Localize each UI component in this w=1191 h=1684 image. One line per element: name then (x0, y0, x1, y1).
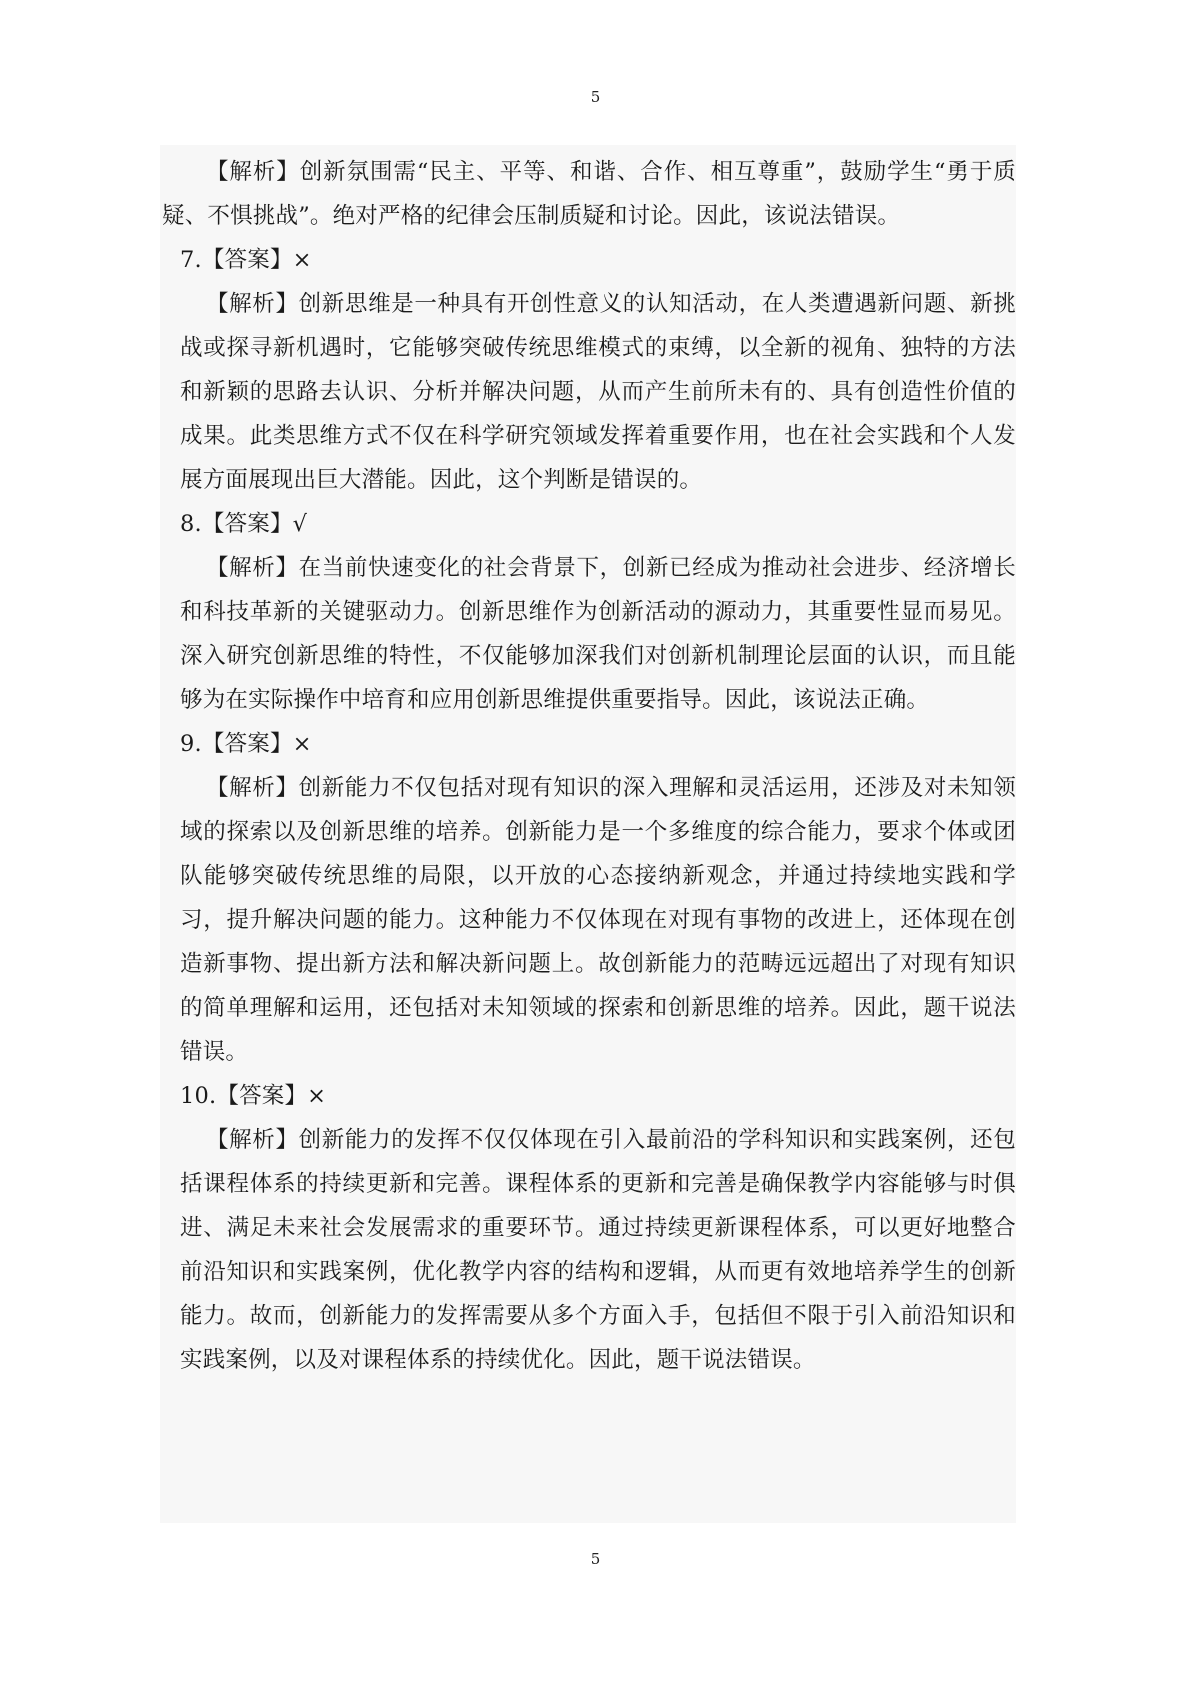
answer-line-7: 7.【答案】× (180, 247, 312, 273)
answer-line-9: 9.【答案】× (180, 731, 312, 757)
answer-line-8: 8.【答案】√ (180, 511, 308, 537)
analysis-paragraph-10: 【解析】创新能力的发挥不仅仅体现在引入最前沿的学科知识和实践案例，还包括课程体系的持续更新和完善。课程体系的更新和完善是确保教学内容能够与时俱进、满足未来社会发展需求的重要环节。通过持续更新课程体系，可以更好地整合前沿知识和实践案例，优化教学内容的结构和逻辑，从而更有效地培养学生的创新能力。故而，创新能力的发挥需要从多个方面入手，包括但不限于引入前沿知识和实践案例，以及对课程体系的持续优化。因此，题干说法错误。 (180, 1127, 1016, 1373)
analysis-paragraph-7: 【解析】创新思维是一种具有开创性意义的认知活动，在人类遭遇新问题、新挑战或探寻新机遇时，它能够突破传统思维模式的束缚，以全新的视角、独特的方法和新颖的思路去认识、分析并解决问题，从而产生前所未有的、具有创造性价值的成果。此类思维方式不仅在科学研究领域发挥着重要作用，也在社会实践和个人发展方面展现出巨大潜能。因此，这个判断是错误的。 (180, 291, 1016, 493)
answer-line-10: 10.【答案】× (180, 1083, 327, 1109)
page-number-top: 5 (590, 88, 601, 106)
answer-content (160, 150, 1016, 1382)
analysis-paragraph-9: 【解析】创新能力不仅包括对现有知识的深入理解和灵活运用，还涉及对未知领域的探索以及创新思维的培养。创新能力是一个多维度的综合能力，要求个体或团队能够突破传统思维的局限，以开放的心态接纳新观念，并通过持续地实践和学习，提升解决问题的能力。这种能力不仅体现在对现有事物的改进上，还体现在创造新事物、提出新方法和解决新问题上。故创新能力的范畴远远超出了对现有知识的简单理解和运用，还包括对未知领域的探索和创新思维的培养。因此，题干说法错误。 (180, 775, 1016, 1065)
analysis-paragraph-8: 【解析】在当前快速变化的社会背景下，创新已经成为推动社会进步、经济增长和科技革新的关键驱动力。创新思维作为创新活动的源动力，其重要性显而易见。深入研究创新思维的特性，不仅能够加深我们对创新机制理论层面的认识，而且能够为在实际操作中培育和应用创新思维提供重要指导。因此，该说法正确。 (180, 555, 1016, 713)
page-number-bottom: 5 (590, 1550, 601, 1568)
analysis-paragraph-6: 【解析】创新氛围需“民主、平等、和谐、合作、相互尊重”，鼓励学生“勇于质疑、不惧挑战”。绝对严格的纪律会压制质疑和讨论。因此，该说法错误。 (162, 159, 1016, 229)
